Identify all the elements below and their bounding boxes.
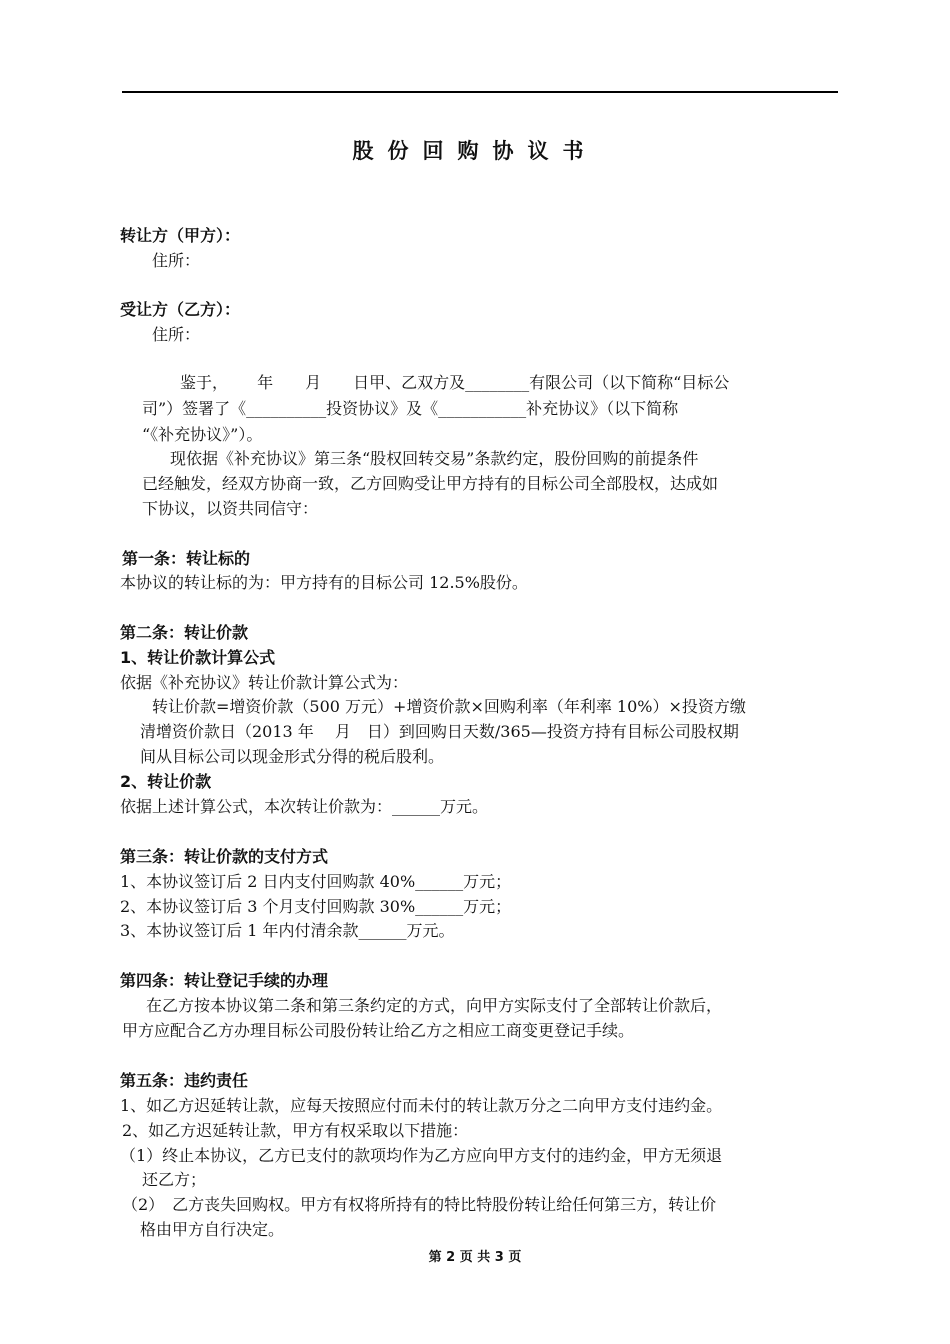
article-5-line: （1）终止本协议，乙方已支付的款项均作为乙方应向甲方支付的违约金，甲方无须退 [120,1146,723,1165]
preamble-line: 司”）签署了《__________投资协议》及《___________补充协议》（以下简称 [142,399,679,418]
preamble-line: 鉴于， 年 月 日甲、乙双方及________有限公司（以下简称“目标公 [180,373,730,392]
formula-line: 转让价款=增资价款（500 万元）+增资价款×回购利率（年利率 10%）×投资方缴 [152,697,746,716]
party-b-label: 受让方（乙方）： [120,300,241,319]
document-title: 股份回购协议书 [352,139,598,163]
article-2-price: 依据上述计算公式，本次转让价款为：______万元。 [120,797,489,816]
preamble-line: “《补充协议》”）。 [142,425,263,444]
article-5-line: 2、如乙方迟延转让款，甲方有权采取以下措施： [122,1121,469,1140]
preamble-line: 下协议，以资共同信守： [142,499,319,518]
article-5-line: 还乙方； [142,1170,207,1189]
page-number: 第 2 页 共 3 页 [428,1250,522,1265]
article-2-sub2: 2、转让价款 [120,772,212,791]
article-4-line: 甲方应配合乙方办理目标公司股份转让给乙方之相应工商变更登记手续。 [122,1021,635,1040]
preamble-line: 现依据《补充协议》第三条“股权回转交易”条款约定，股份回购的前提条件 [170,449,699,468]
article-4-heading: 第四条：转让登记手续的办理 [120,971,329,990]
formula-line: 清增资价款日（2013 年 月 日）到回购日天数/365—投资方持有目标公司股权期 [140,722,739,741]
party-a-label: 转让方（甲方）： [120,226,241,245]
article-5-line: 1、如乙方迟延转让款，应每天按照应付而未付的转让款万分之二向甲方支付违约金。 [120,1096,723,1115]
article-5-heading: 第五条：违约责任 [120,1071,249,1090]
party-b-address: 住所： [152,325,201,344]
article-5-line: 格由甲方自行决定。 [140,1220,285,1239]
article-3-heading: 第三条：转让价款的支付方式 [120,847,329,866]
party-a-address: 住所： [152,251,201,270]
article-2-intro: 依据《补充协议》转让价款计算公式为： [120,673,409,692]
article-4-line: 在乙方按本协议第二条和第三条约定的方式，向甲方实际支付了全部转让价款后， [146,996,723,1015]
article-5-line: （2） 乙方丧失回购权。甲方有权将所持有的特比特股份转让给任何第三方，转让价 [122,1195,717,1214]
preamble-line: 已经触发，经双方协商一致，乙方回购受让甲方持有的目标公司全部股权，达成如 [142,474,719,493]
header-rule [122,91,838,93]
formula-line: 间从目标公司以现金形式分得的税后股利。 [140,747,445,766]
article-1-heading: 第一条：转让标的 [122,549,251,568]
payment-item: 2、本协议签订后 3 个月支付回购款 30%______万元； [120,897,512,916]
article-2-sub1: 1、转让价款计算公式 [120,648,276,667]
article-1-text: 本协议的转让标的为：甲方持有的目标公司 12.5%股份。 [120,573,528,592]
payment-item: 3、本协议签订后 1 年内付清余款______万元。 [120,921,455,940]
payment-item: 1、本协议签订后 2 日内支付回购款 40%______万元； [120,872,512,891]
article-2-heading: 第二条：转让价款 [120,623,249,642]
